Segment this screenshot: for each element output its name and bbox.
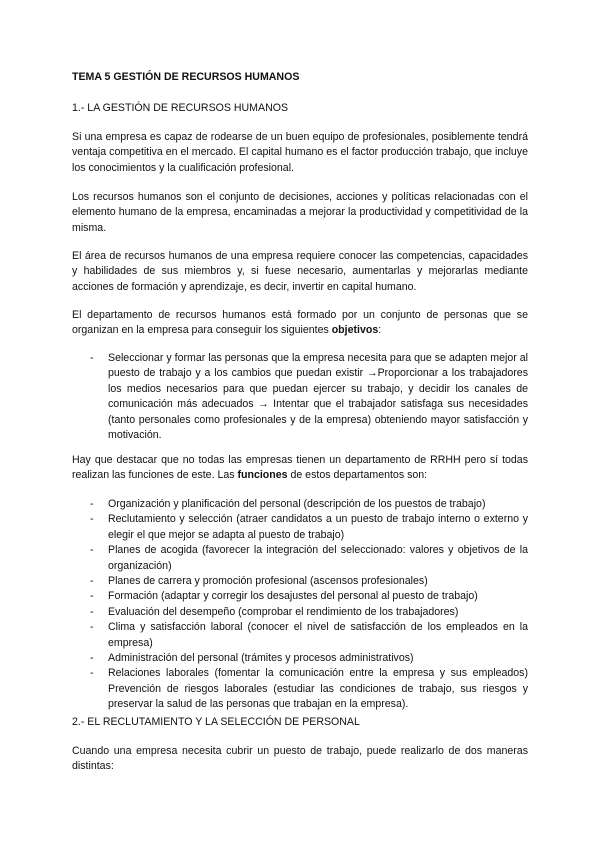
section-2-heading: 2.- EL RECLUTAMIENTO Y LA SELECCIÓN DE PERSONAL — [72, 716, 360, 728]
paragraph-hr-department-text: El departamento de recursos humanos está formado por un conjunto de personas que se organizan en la empresa para conseguir los siguientes — [72, 309, 528, 337]
list-item — [72, 651, 528, 666]
list-item — [72, 574, 528, 589]
paragraph-functions-end: de estos departamentos son: — [287, 469, 428, 482]
paragraph-hr-area: El área de recursos humanos de una empresa requiere conocer las competencias, capacidades y habilidades de sus miembros y, si fuese necesario, aumentarlas y mejorarlas mediante acciones de formación y aprendizaje, es decir, invertir en capital humano. — [72, 250, 528, 293]
list-item — [72, 543, 528, 574]
paragraph-recruitment-intro: Cuando una empresa necesita cubrir un puesto de trabajo, puede realizarlo de dos maneras distintas: — [72, 745, 528, 773]
paragraph-functions-text: Hay que destacar que no todas las empresas tienen un departamento de RRHH pero sí todas realizan las funciones de este. Las — [72, 454, 528, 482]
paragraph-hr-department — [72, 308, 528, 339]
list-item-text: Planes de carrera y promoción profesional (ascensos profesionales) — [108, 575, 428, 588]
list-item-text: Reclutamiento y selección (atraer candidatos a un puesto de trabajo interno o externo y elegir el que mejor se adapta al puesto de trabajo) — [108, 513, 528, 541]
objectives-keyword: objetivos — [331, 324, 379, 337]
objectives-list — [72, 351, 528, 443]
bullet-dash: - — [90, 621, 94, 634]
list-item — [72, 589, 528, 604]
bullet-dash: - — [90, 513, 94, 526]
bullet-dash: - — [90, 667, 94, 680]
paragraph-human-capital: Si una empresa es capaz de rodearse de un buen equipo de profesionales, posiblemente tendrá ventaja competitiva en el mercado. El capital humano es el factor producción trabajo, que incluye los conocimientos y la cualificación profesional. — [72, 131, 528, 174]
bullet-dash: - — [90, 575, 94, 588]
paragraph-human-resources-definition: Los recursos humanos son el conjunto de decisiones, acciones y políticas relacionadas con el elemento humano de la empresa, encaminadas a mejorar la productividad y competitividad de la misma. — [72, 191, 528, 234]
list-item-text: Formación (adaptar y corregir los desajustes del personal al puesto de trabajo) — [108, 590, 478, 603]
list-item-text: Organización y planificación del personal (descripción de los puestos de trabajo) — [108, 498, 486, 510]
list-item-text: Evaluación del desempeño (comprobar el rendimiento de los trabajadores) — [108, 605, 459, 618]
bullet-dash: - — [90, 544, 94, 557]
bullet-dash: - — [90, 498, 94, 510]
bullet-dash: - — [90, 605, 94, 618]
list-item-text: Seleccionar y formar las personas que la empresa necesita para que se adapten mejor al puesto de trabajo y a los cambios que puedan existir →Proporcionar a los trabajadores los medios necesarios para que puedan ejercer su trabajo, y decidir los canales de comunicación más adecuados → Intentar que el trabajador satisfaga sus necesidades (tanto personales como profesionales y de la empresa) obteniendo mayor satisfacción y motivación. — [108, 352, 528, 442]
bullet-dash: - — [90, 652, 94, 665]
list-item — [72, 605, 528, 620]
paragraph-functions-intro — [72, 453, 528, 484]
list-item — [72, 351, 528, 443]
document-title: TEMA 5 GESTIÓN DE RECURSOS HUMANOS — [72, 71, 300, 83]
list-item-text: Planes de acogida (favorecer la integración del seleccionado: valores y objetivos de la organización) — [108, 544, 528, 572]
list-item-text: Clima y satisfacción laboral (conocer el nivel de satisfacción de los empleados en la empresa) — [108, 621, 528, 649]
paragraph-hr-department-end: : — [378, 324, 382, 337]
functions-list — [72, 497, 528, 713]
bullet-dash: - — [90, 352, 94, 364]
list-item — [72, 497, 528, 512]
bullet-dash: - — [90, 590, 94, 603]
list-item-text: Administración del personal (trámites y procesos administrativos) — [108, 652, 414, 665]
section-1-heading: 1.- LA GESTIÓN DE RECURSOS HUMANOS — [72, 102, 289, 114]
list-item — [72, 512, 528, 543]
list-item — [72, 666, 528, 712]
functions-keyword: funciones — [237, 469, 288, 482]
list-item — [72, 620, 528, 651]
list-item-text: Relaciones laborales (fomentar la comunicación entre la empresa y sus empleados) Prevención de riesgos laborales (estudiar las condiciones de trabajo, sus riesgos y preservar la salud de las personas que trabajan en la empresa). — [108, 667, 528, 711]
